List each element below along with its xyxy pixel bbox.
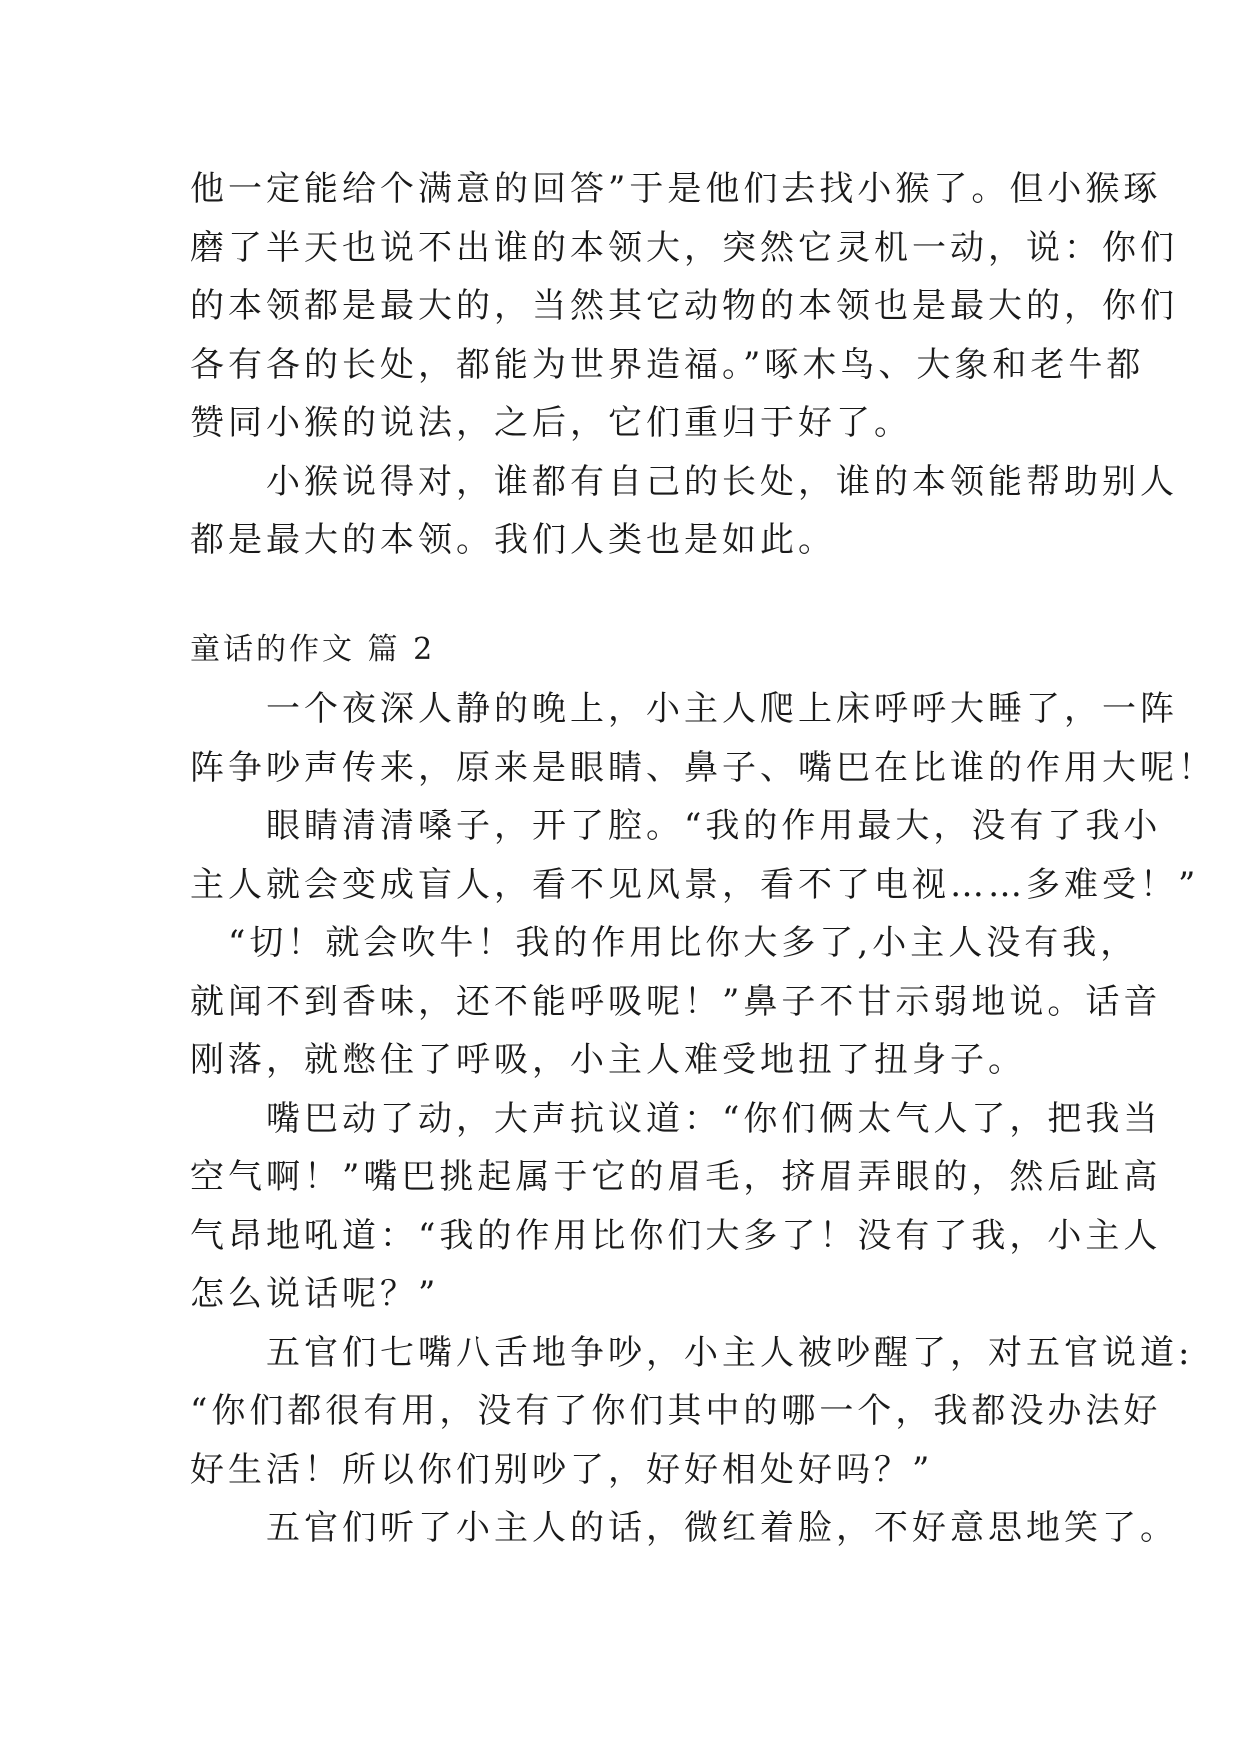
text-line: 嘴巴动了动，大声抗议道：“你们俩太气人了，把我当 <box>190 1098 1162 1139</box>
text-line: 好生活！所以你们别吵了，好好相处好吗？” <box>190 1449 934 1490</box>
text-line: 五官们七嘴八舌地争吵，小主人被吵醒了，对五官说道: <box>190 1332 1194 1373</box>
text-line: 赞同小猴的说法，之后，它们重归于好了。 <box>190 403 912 443</box>
text-line: 眼睛清清嗓子，开了腔。“我的作用最大，没有了我小 <box>190 806 1162 846</box>
text-line: “你们都很有用，没有了你们其中的哪一个，我都没办法好 <box>190 1391 1162 1431</box>
text-line: 空气啊！”嘴巴挑起属于它的眉毛，挤眉弄眼的，然后趾高 <box>190 1157 1162 1197</box>
text-line: 刚落，就憋住了呼吸，小主人难受地扭了扭身子。 <box>190 1040 1026 1080</box>
text-line: 他一定能给个满意的回答”于是他们去找小猴了。但小猴琢 <box>190 169 1162 209</box>
story-section-1 <box>190 160 1178 570</box>
text-line: 就闻不到香味，还不能呼吸呢！”鼻子不甘示弱地说。话音 <box>190 981 1162 1022</box>
section-heading: 童话的作文 篇 2 <box>190 632 436 667</box>
text-line: 怎么说话呢？” <box>190 1274 440 1314</box>
text-line: 小猴说得对，谁都有自己的长处，谁的本领能帮助别人 <box>190 461 1178 502</box>
text-line: 的本领都是最大的，当然其它动物的本领也是最大的，你们 <box>190 286 1178 326</box>
text-line: 阵争吵声传来，原来是眼睛、鼻子、嘴巴在比谁的作用大呢！ <box>190 747 1216 788</box>
text-line: “切！就会吹牛！我的作用比你大多了,小主人没有我， <box>190 923 1139 963</box>
text-line: 五官们听了小主人的话，微红着脸，不好意思地笑了。 <box>190 1508 1178 1548</box>
story-section-2 <box>190 680 1216 1558</box>
text-line: 各有各的长处，都能为世界造福。”啄木鸟、大象和老牛都 <box>190 344 1145 385</box>
text-line: 都是最大的本领。我们人类也是如此。 <box>190 520 836 560</box>
text-line: 磨了半天也说不出谁的本领大，突然它灵机一动，说：你们 <box>190 227 1178 268</box>
text-line: 一个夜深人静的晚上，小主人爬上床呼呼大睡了，一阵 <box>190 689 1178 729</box>
text-line: 主人就会变成盲人，看不见风景，看不了电视……多难受！” <box>190 864 1200 905</box>
text-line: 气昂地吼道：“我的作用比你们大多了！没有了我，小主人 <box>190 1215 1162 1256</box>
